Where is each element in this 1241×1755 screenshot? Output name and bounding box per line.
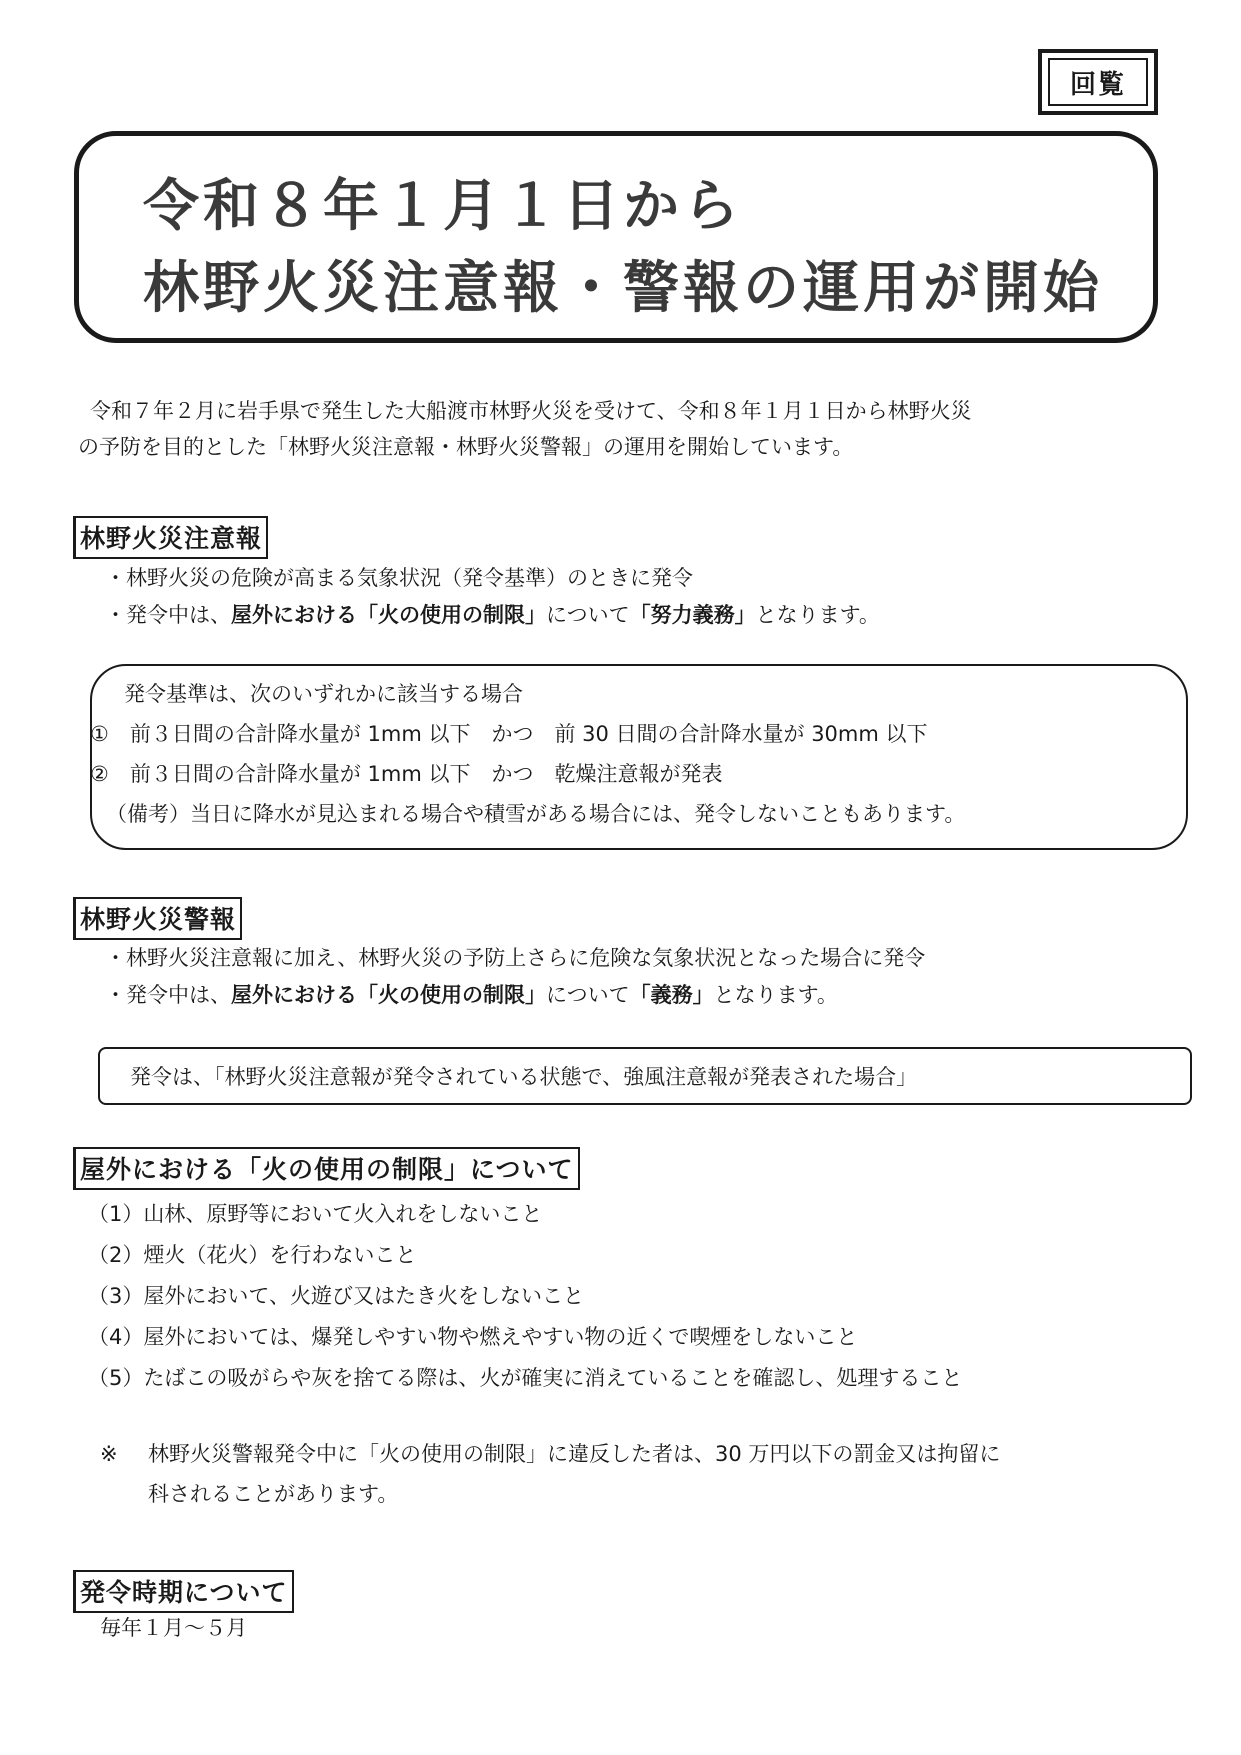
warning-bullet-2-post: となります。 [713, 983, 838, 1007]
restriction-item: （5）たばこの吸がらや灰を捨てる際は、火が確実に消えていることを確認し、処理すること [88, 1366, 963, 1390]
penalty-note [100, 1434, 1000, 1514]
intro-line-2: の予防を目的とした「林野火災注意報・林野火災警報」の運用を開始しています。 [78, 435, 854, 459]
criteria-item-1: ① 前３日間の合計降水量が 1mm 以下 かつ 前 30 日間の合計降水量が 30mm 以下 [90, 722, 928, 746]
advisory-bullets [105, 560, 880, 634]
restriction-item: （3）屋外において、火遊び又はたき火をしないこと [88, 1284, 584, 1308]
advisory-bullet-2-strong-1: 屋外における「火の使用の制限」 [231, 603, 546, 627]
restriction-item: （1）山林、原野等において火入れをしないこと [88, 1202, 543, 1226]
advisory-bullet-2 [105, 597, 880, 634]
title-line-1: 令和８年１月１日から [143, 174, 743, 239]
intro-paragraph [78, 393, 1158, 465]
stamp-label: 回覧 [1048, 58, 1148, 106]
penalty-line-1 [100, 1434, 1000, 1474]
restriction-item: （2）煙火（花火）を行わないこと [88, 1243, 417, 1267]
penalty-mark: ※ [100, 1442, 118, 1466]
criteria-note: （備考）当日に降水が見込まれる場合や積雪がある場合には、発令しないこともあります。 [106, 802, 966, 826]
warning-bullet-2 [105, 977, 925, 1014]
warning-issue-box [98, 1047, 1192, 1105]
period-value: 毎年１月～５月 [100, 1616, 247, 1640]
warning-bullet-1: ・林野火災注意報に加え、林野火災の予防上さらに危険な気象状況となった場合に発令 [105, 946, 926, 970]
criteria-text [90, 674, 965, 834]
warning-bullets [105, 940, 925, 1014]
circulation-stamp [1038, 49, 1158, 115]
warning-bullet-2-strong-1: 屋外における「火の使用の制限」 [231, 983, 546, 1007]
criteria-item-2: ② 前３日間の合計降水量が 1mm 以下 かつ 乾燥注意報が発表 [90, 762, 723, 786]
penalty-text-1: 林野火災警報発令中に「火の使用の制限」に違反した者は、30 万円以下の罰金又は拘留に [148, 1442, 1001, 1466]
restriction-item: （4）屋外においては、爆発しやすい物や燃えやすい物の近くで喫煙をしないこと [88, 1325, 858, 1349]
intro-line-1: 令和７年２月に岩手県で発生した大船渡市林野火災を受けて、令和８年１月１日から林野火災 [90, 399, 972, 423]
warning-bullet-2-mid: について [546, 983, 630, 1007]
penalty-line-2: 科されることがあります。 [148, 1482, 399, 1506]
warning-heading: 林野火災警報 [73, 897, 242, 940]
warning-bullet-2-pre: ・発令中は、 [105, 983, 231, 1007]
title-box [74, 131, 1158, 343]
advisory-heading: 林野火災注意報 [73, 516, 268, 559]
advisory-bullet-2-pre: ・発令中は、 [105, 603, 231, 627]
advisory-bullet-2-post: となります。 [755, 603, 880, 627]
warning-issue-text: 発令は、「林野火災注意報が発令されている状態で、強風注意報が発表された場合」 [130, 1065, 918, 1089]
restrictions-heading: 屋外における「火の使用の制限」について [73, 1147, 580, 1190]
criteria-intro: 発令基準は、次のいずれかに該当する場合 [124, 682, 523, 706]
warning-bullet-2-strong-2: 「義務」 [629, 983, 714, 1007]
period-heading: 発令時期について [73, 1570, 294, 1613]
restrictions-list [88, 1194, 962, 1399]
advisory-bullet-2-strong-2: 「努力義務」 [629, 603, 756, 627]
advisory-bullet-1: ・林野火災の危険が高まる気象状況（発令基準）のときに発令 [105, 566, 693, 590]
advisory-bullet-2-mid: について [546, 603, 630, 627]
title-line-2: 林野火災注意報・警報の運用が開始 [143, 256, 1103, 321]
